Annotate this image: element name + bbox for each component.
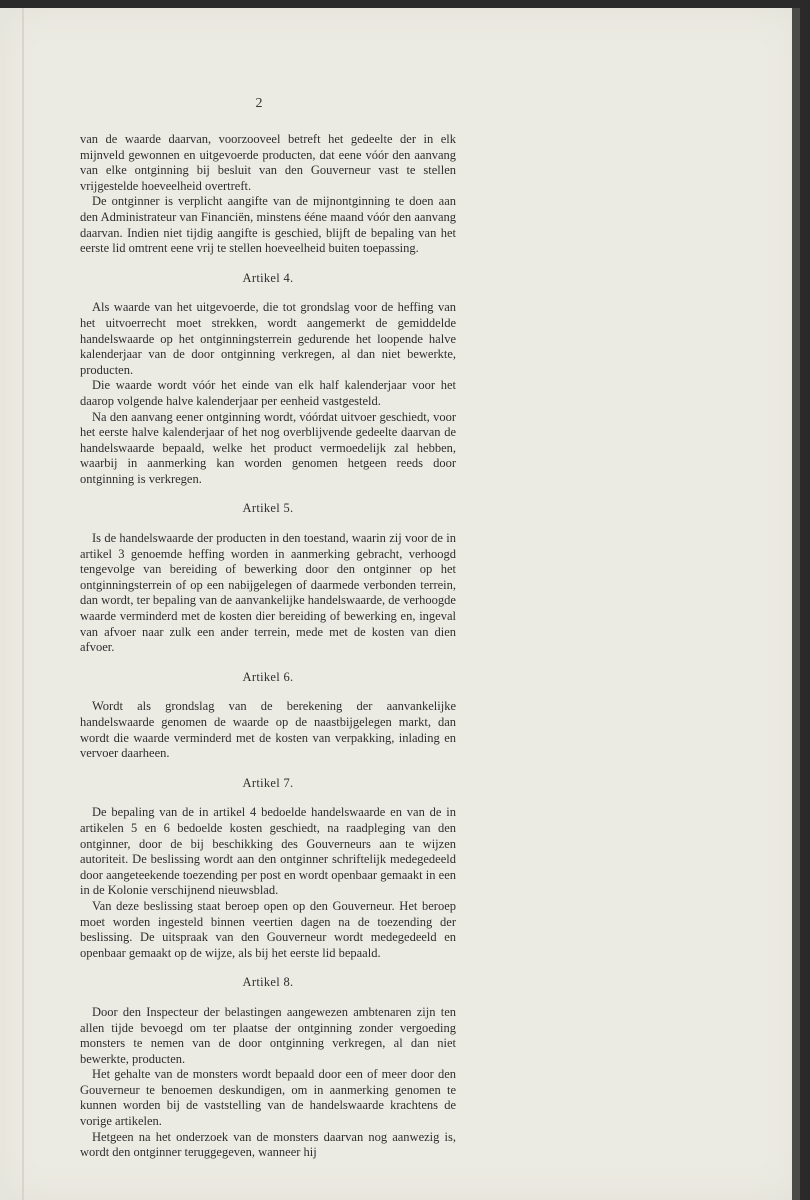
article-heading: Artikel 7. — [242, 775, 294, 790]
paragraph: Is de handelswaarde der producten in den toestand, waarin zij voor de in artikel 3 genoemde heffing worden in aanmerking gebracht, verhoogd tengevolge van bereiding of bewerking door den ontginner op het ontginningsterrein of op een nabijgelegen of daarmede verbonden terrein, dan wordt, ter bepaling van de aanvankelijke handelswaarde, de verhoogde waarde verminderd met de kosten dier bereiding of bewerking en, ingeval van afvoer naar zulk een ander terrein, mede met de kosten van dien afvoer. — [80, 531, 456, 655]
paragraph: De ontginner is verplicht aangifte van de mijnontginning te doen aan den Administrateur van Financiën, minstens ééne maand vóór den aanvang daarvan. Indien niet tijdig aangifte is geschied, blijft de bepaling van het eerste lid omtrent eene vrij te stellen hoeveelheid buiten toepassing. — [80, 194, 456, 256]
paragraph: De bepaling van de in artikel 4 bedoelde handelswaarde en van de in artikelen 5 en 6 bedoelde kosten geschiedt, na raadpleging van den ontginner, door de bij beschikking des Gouverneurs aan te wijzen autoriteit. De beslissing wordt aan den ontginner schriftelijk medegedeeld door aangeteekende toezending per post en wordt openbaar gemaakt in een in de Kolonie verschijnend nieuwsblad. — [80, 805, 456, 898]
paragraph: Die waarde wordt vóór het einde van elk half kalenderjaar voor het daarop volgende halve kalenderjaar per eenheid vastgesteld. — [80, 378, 456, 408]
paragraph: Hetgeen na het onderzoek van de monsters daarvan nog aanwezig is, wordt den ontginner teruggegeven, wanneer hij — [80, 1129, 456, 1160]
paragraph: van de waarde daarvan, voorzooveel betreft het gedeelte der in elk mijnveld gewonnen en uitgevoerde producten, dat eene vóór den aanvang van elke ontginning bij besluit van den Gouverneur vast te stellen vrijgestelde hoeveelheid overtreft. — [80, 132, 456, 193]
article-heading: Artikel 5. — [242, 501, 294, 516]
paragraph: Wordt als grondslag van de berekening der aanvankelijke handelswaarde genomen de waarde op de naastbijgelegen markt, dan wordt die waarde verminderd met de kosten van verpakking, inlading en vervoer daarheen. — [80, 699, 456, 761]
paragraph: Het gehalte van de monsters wordt bepaald door een of meer door den Gouverneur te benoemen deskundigen, om in aanmerking genomen te kunnen worden bij de vaststelling van de handelswaarde krachtens de vorige artikelen. — [80, 1067, 456, 1129]
paragraph: Als waarde van het uitgevoerde, die tot grondslag voor de heffing van het uitvoerrecht moet strekken, wordt aangemerkt de gemiddelde handelswaarde op het ontginningsterrein gedurende het loopende halve kalenderjaar van de door ontginning verkregen, al dan niet bewerkte, producten. — [80, 300, 456, 377]
paragraph: Van deze beslissing staat beroep open op den Gouverneur. Het beroep moet worden ingesteld binnen veertien dagen na de toezending der beslissing. De uitspraak van den Gouverneur wordt medegedeeld en openbaar gemaakt op de wijze, als bij het eerste lid bepaald. — [80, 898, 456, 960]
article-heading: Artikel 6. — [242, 669, 294, 684]
page-number: 2 — [255, 96, 263, 111]
margin-rule — [22, 8, 24, 1200]
article-heading: Artikel 4. — [242, 270, 294, 285]
article-heading: Artikel 8. — [242, 975, 294, 990]
document-page — [0, 8, 800, 1200]
paragraph: Door den Inspecteur der belastingen aangewezen ambtenaren zijn ten allen tijde bevoegd om ter plaatse der ontginning zonder vergoeding monsters te nemen van de door ontginning verkregen, al dan niet bewerkte, producten. — [80, 1004, 456, 1066]
paragraph: Na den aanvang eener ontginning wordt, vóórdat uitvoer geschiedt, voor het eerste halve kalenderjaar of het nog overblijvende gedeelte daarvan de handelswaarde bepaald, welke het product vermoedelijk zal hebben, waarbij in aanmerking kan worden genomen hetgeen reeds door ontginning is verkregen. — [80, 409, 456, 486]
page-edge — [792, 8, 800, 1200]
document-body — [80, 132, 456, 1161]
